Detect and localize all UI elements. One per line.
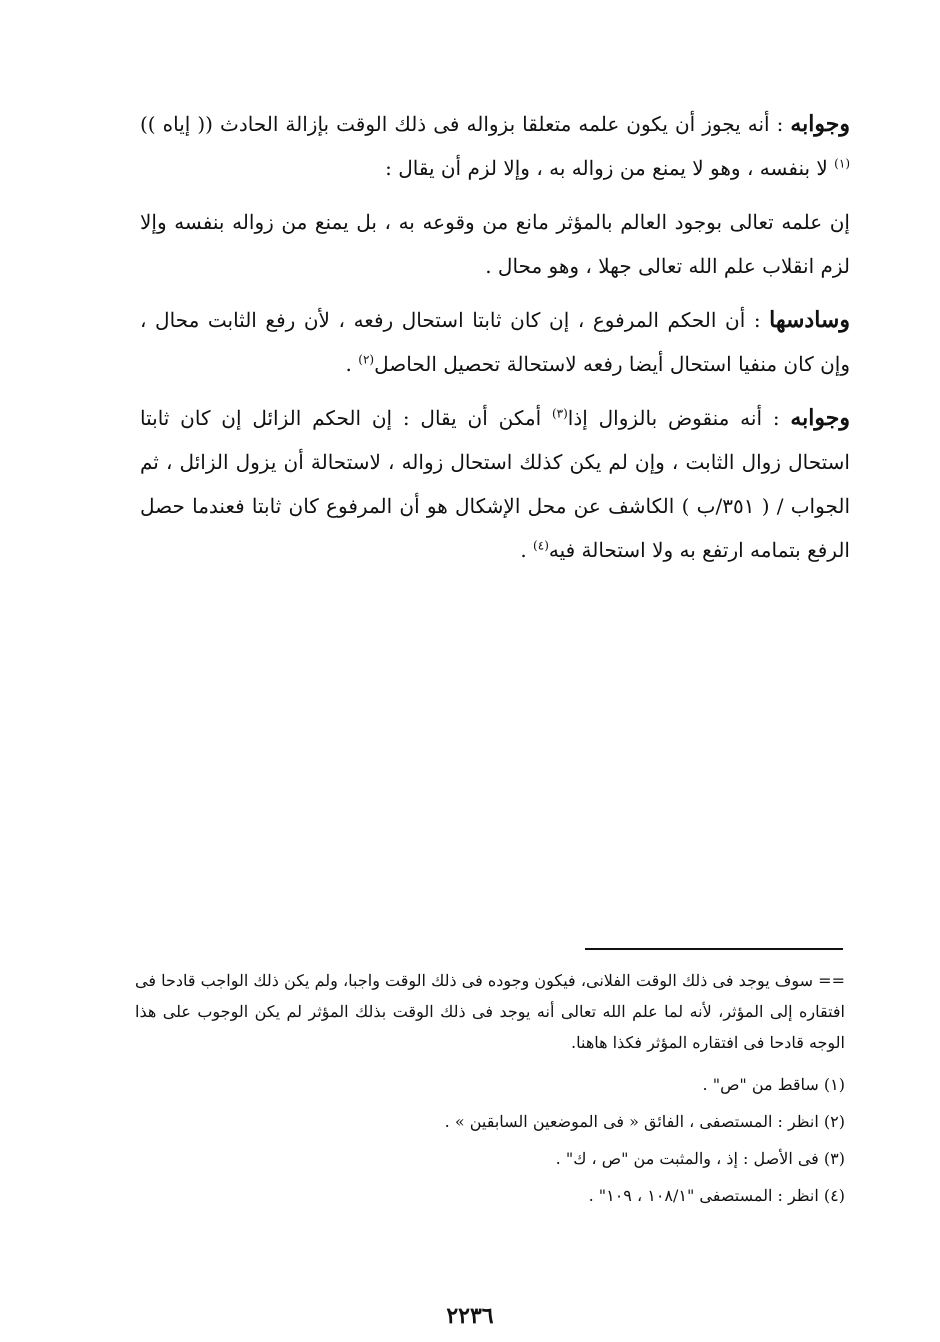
paragraph-text: . [520, 538, 534, 562]
paragraph-sixth [140, 298, 850, 386]
paragraph-text: . [345, 352, 359, 376]
paragraph-continuation [140, 200, 850, 288]
footnote-marker: (٢) [358, 352, 375, 367]
page-number: ٢٢٣٦ [446, 1303, 494, 1329]
paragraph-text: لا بنفسه ، وهو لا يمنع من زواله به ، وإلا لزم أن يقال : [385, 156, 835, 180]
footnotes [135, 965, 845, 1214]
paragraph-text: : أن الحكم المرفوع ، إن كان ثابتا استحال رفعه ، لأن رفع الثابت محال ، وإن كان منفيا استحال أيضا رفعه لاستحالة تحصيل الحاصل [140, 308, 850, 376]
footnote-marker: (٣) [551, 406, 568, 421]
paragraph-text: أمكن أن يقال : إن الحكم الزائل إن كان ثابتا استحال زوال الثابت ، وإن لم يكن كذلك استحال زواله ، لاستحالة أن يزول الزائل ، ثم الجواب / ( ٣٥١/ب ) الكاشف عن محل الإشكال هو أن المرفوع كان ثابتا فعندما حصل الرفع بتمامه ارتفع به ولا استحالة فيه [140, 406, 851, 562]
footnote-item-1: (١) ساقط من "ص" . [702, 1075, 845, 1094]
footnote-separator [585, 948, 843, 950]
paragraph-lead-word: وجوابه [790, 111, 850, 137]
footnote-continuation: == سوف يوجد فى ذلك الوقت الفلانى، فيكون وجوده فى ذلك الوقت واجبا، ولم يكن ذلك الواجب قادحا فى افتقاره إلى المؤثر، لأنه لما علم الله تعالى أنه يوجد فى ذلك الوقت بذلك المؤثر لم يكن الوجوب على هذا الوجه قادحا فى افتقاره المؤثر فكذا هاهنا. [135, 971, 845, 1052]
paragraph-answer-1 [140, 102, 850, 190]
footnote-marker: (٤) [533, 538, 549, 553]
footnote-item-3: (٣) فى الأصل : إذ ، والمثبت من "ص ، ك" . [555, 1149, 845, 1168]
footnote-marker: (١) [834, 156, 850, 171]
main-text [140, 102, 850, 582]
paragraph-answer-2 [140, 396, 850, 572]
footnote-item-2: (٢) انظر : المستصفى ، الفائق « فى الموضعين السابقين » . [444, 1112, 845, 1131]
footnote-item-4: (٤) انظر : المستصفى "١٠٨/١ ، ١٠٩" . [588, 1186, 845, 1205]
paragraph-text: : أنه منقوض بالزوال إذا [567, 406, 780, 430]
paragraph-text: : أنه يجوز أن يكون علمه متعلقا بزواله فى ذلك الوقت بإزالة الحادث (( إياه )) [140, 112, 784, 136]
paragraph-lead-word: وسادسها [769, 307, 850, 333]
paragraph-lead-word: وجوابه [790, 405, 850, 431]
paragraph-text: إن علمه تعالى بوجود العالم بالمؤثر مانع من وقوعه به ، بل يمنع من زواله بنفسه وإلا لزم انقلاب علم الله تعالى جهلا ، وهو محال . [140, 210, 850, 278]
